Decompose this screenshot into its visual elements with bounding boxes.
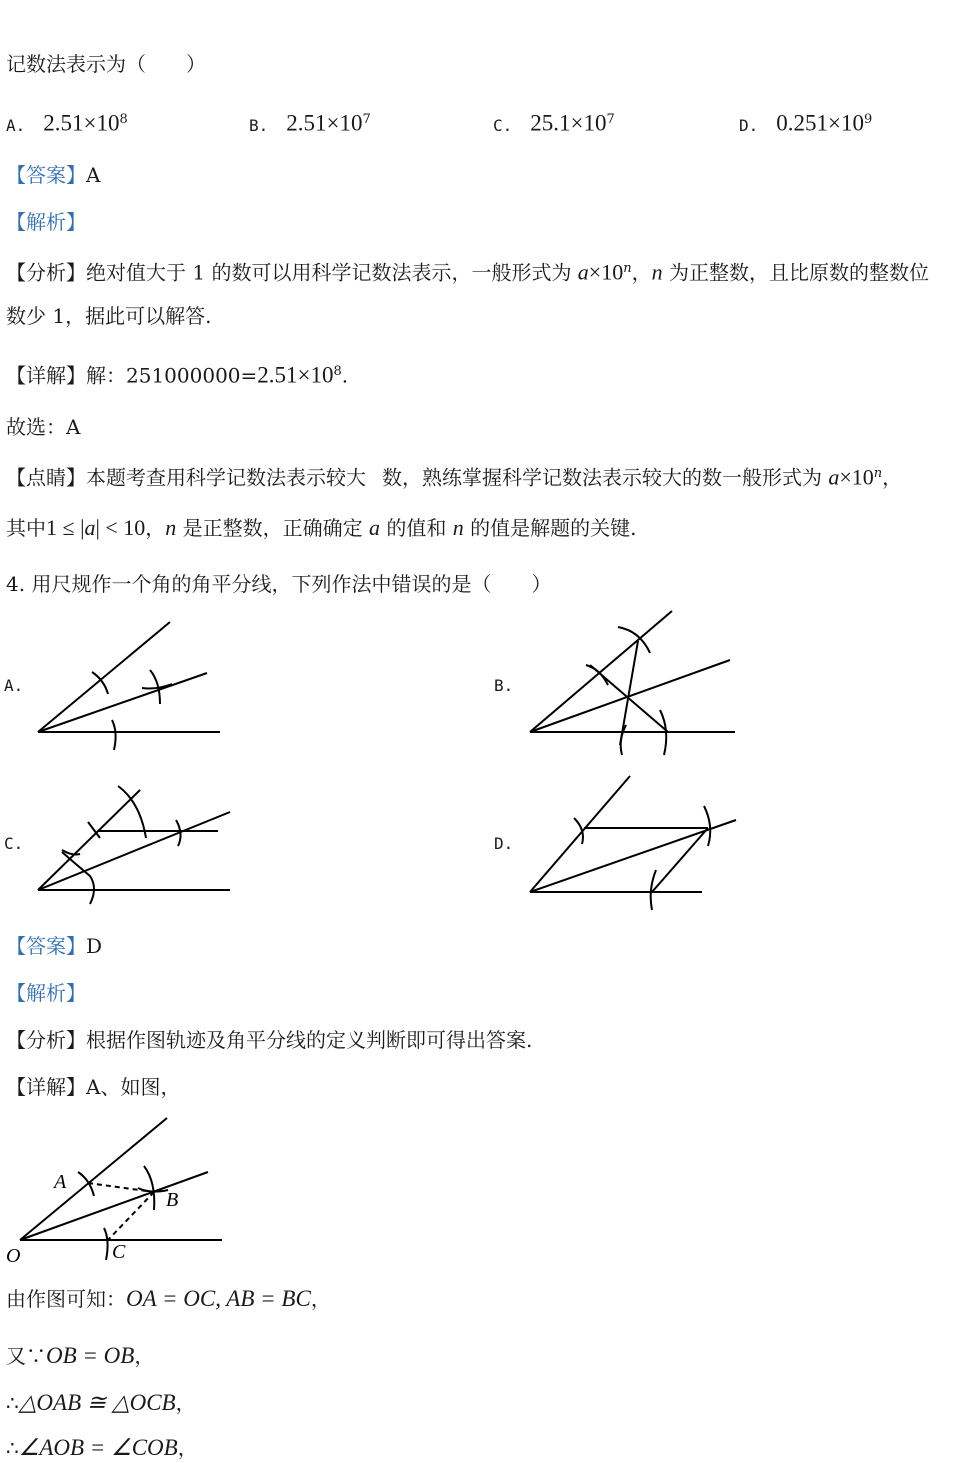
q3-xiangjie bbox=[6, 358, 348, 390]
exponent: 8 bbox=[333, 364, 342, 379]
fig-label-a: A. bbox=[4, 676, 24, 695]
math-text: ×10 bbox=[588, 259, 624, 285]
q3-dianjing-line1 bbox=[6, 460, 902, 492]
text: A、如图， bbox=[86, 1075, 181, 1099]
proof-line-1 bbox=[6, 1285, 331, 1313]
option-letter: D. bbox=[739, 115, 759, 135]
text: ， bbox=[177, 1436, 198, 1460]
figure-b bbox=[490, 605, 750, 765]
text: 绝对值大于 1 的数可以用科学记数法表示，一般形式为 bbox=[86, 260, 578, 285]
text: . bbox=[341, 363, 349, 388]
fig-label-c: C. bbox=[4, 834, 24, 853]
parallel-line bbox=[652, 828, 708, 892]
q3-option-c[interactable] bbox=[493, 106, 615, 140]
q4-stem: 4. 用尺规作一个角的角平分线，下列作法中错误的是（ ） bbox=[6, 572, 552, 596]
analysis-tag: 【解析】 bbox=[6, 981, 86, 1005]
arc-mark bbox=[104, 1228, 108, 1260]
text: ， bbox=[882, 465, 903, 490]
ray-oa bbox=[20, 1118, 167, 1240]
xiangjie-tag: 【详解】 bbox=[6, 1075, 86, 1099]
option-value: 2.51×10 bbox=[43, 110, 120, 136]
text: 又∵ bbox=[6, 1344, 46, 1368]
q4-analysis-tag bbox=[6, 979, 86, 1007]
answer-tag: 【答案】 bbox=[6, 934, 86, 958]
proof-line-3 bbox=[6, 1389, 196, 1417]
ray-bisector bbox=[38, 812, 230, 890]
text: 数，熟练掌握科学记数法表示较大的数一般形式为 bbox=[382, 465, 829, 490]
q3-answer-line bbox=[6, 161, 100, 189]
var-a: a bbox=[369, 515, 381, 540]
math-text: ×10 bbox=[839, 464, 874, 490]
q3-guxuan: 故选：A bbox=[6, 415, 81, 439]
text: ， bbox=[310, 1287, 331, 1311]
answer-value: D bbox=[86, 934, 103, 958]
answer-tag: 【答案】 bbox=[6, 163, 86, 187]
q3-fenxi-line2: 数少 1，据此可以解答. bbox=[6, 304, 212, 328]
text: ， bbox=[134, 1344, 155, 1368]
option-value: 25.1×10 bbox=[530, 110, 607, 136]
q4-answer-line bbox=[6, 932, 102, 960]
arc-mark bbox=[704, 806, 710, 846]
q3-option-a[interactable] bbox=[6, 106, 128, 140]
text: ， bbox=[631, 260, 652, 285]
text: 解：251000000= bbox=[86, 363, 258, 388]
math-text: △OAB ≅ △OCB bbox=[18, 1390, 176, 1415]
text: ， bbox=[175, 1391, 196, 1415]
q4-xiangjie bbox=[6, 1073, 180, 1101]
exponent: n bbox=[623, 261, 632, 276]
var-a: a bbox=[828, 464, 840, 490]
q3-stem-tail: 记数法表示为（ ） bbox=[6, 52, 206, 76]
text: 的值和 bbox=[380, 516, 453, 540]
text: 根据作图轨迹及角平分线的定义判断即可得出答案. bbox=[86, 1028, 533, 1052]
text: 由作图可知： bbox=[6, 1287, 126, 1311]
arc-mark bbox=[112, 720, 116, 750]
text: 的值是解题的关键. bbox=[463, 516, 637, 540]
detail-figure bbox=[0, 1110, 240, 1270]
ray-bisector bbox=[530, 660, 730, 732]
q4-fenxi bbox=[6, 1026, 532, 1054]
text: 为正整数，且比原数的整数位 bbox=[662, 260, 929, 285]
text: 本题考查用科学记数法表示较大 bbox=[86, 465, 366, 490]
label-a: A bbox=[54, 1171, 67, 1193]
option-exponent: 7 bbox=[606, 112, 615, 127]
text: ∴ bbox=[6, 1436, 19, 1460]
text: 是正整数，正确确定 bbox=[176, 516, 370, 540]
fig-label-b: B. bbox=[494, 676, 514, 695]
ray-ob bbox=[20, 1172, 208, 1240]
fenxi-tag: 【分析】 bbox=[6, 260, 86, 285]
var-n: n bbox=[651, 259, 663, 285]
option-value: 2.51×10 bbox=[286, 110, 363, 136]
proof-line-4 bbox=[6, 1434, 198, 1462]
text: ， bbox=[145, 516, 166, 540]
text: 其中 bbox=[6, 516, 46, 540]
math-text: 1 ≤ | bbox=[46, 515, 85, 540]
var-a: a bbox=[84, 515, 96, 540]
ray-bisector bbox=[38, 673, 207, 732]
label-b: B bbox=[166, 1189, 179, 1211]
ray-upper bbox=[530, 611, 672, 732]
var-a: a bbox=[577, 259, 589, 285]
figure-d bbox=[490, 770, 750, 920]
option-letter: C. bbox=[493, 115, 513, 135]
option-exponent: 8 bbox=[119, 112, 128, 127]
q3-dianjing-line2 bbox=[6, 514, 636, 542]
var-n: n bbox=[452, 515, 464, 540]
label-c: C bbox=[112, 1241, 126, 1263]
fenxi-tag: 【分析】 bbox=[6, 1028, 86, 1052]
exponent: n bbox=[873, 466, 883, 481]
var-n: n bbox=[165, 515, 177, 540]
option-letter: A. bbox=[6, 115, 26, 135]
arc-mark bbox=[621, 725, 626, 755]
math-text: OB = OB bbox=[46, 1343, 135, 1368]
q3-analysis-tag bbox=[6, 208, 86, 236]
fig-label-d: D. bbox=[494, 834, 514, 853]
answer-value: A bbox=[86, 163, 101, 187]
figure-c bbox=[0, 780, 250, 920]
text: ∴ bbox=[6, 1391, 19, 1415]
q3-fenxi-line1 bbox=[6, 255, 929, 287]
figure-a bbox=[0, 610, 240, 760]
xiangjie-tag: 【详解】 bbox=[6, 363, 86, 388]
analysis-tag: 【解析】 bbox=[6, 210, 86, 234]
option-exponent: 7 bbox=[362, 112, 371, 127]
label-o: O bbox=[6, 1245, 21, 1267]
arc-mark bbox=[618, 627, 650, 653]
option-value: 0.251×10 bbox=[776, 110, 864, 136]
dianjing-tag: 【点睛】 bbox=[6, 465, 86, 490]
math-text: 2.51×10 bbox=[257, 362, 334, 388]
math-text: ∠AOB = ∠COB bbox=[18, 1435, 178, 1460]
option-letter: B. bbox=[249, 115, 269, 135]
math-text: OA = OC, AB = BC bbox=[126, 1286, 311, 1311]
q3-option-d[interactable] bbox=[739, 106, 872, 140]
option-exponent: 9 bbox=[864, 112, 873, 127]
arc-mark bbox=[144, 1166, 154, 1210]
proof-line-2 bbox=[6, 1342, 154, 1370]
ray-upper bbox=[38, 622, 170, 732]
q3-option-b[interactable] bbox=[249, 106, 371, 140]
math-text: | < 10 bbox=[95, 515, 146, 540]
